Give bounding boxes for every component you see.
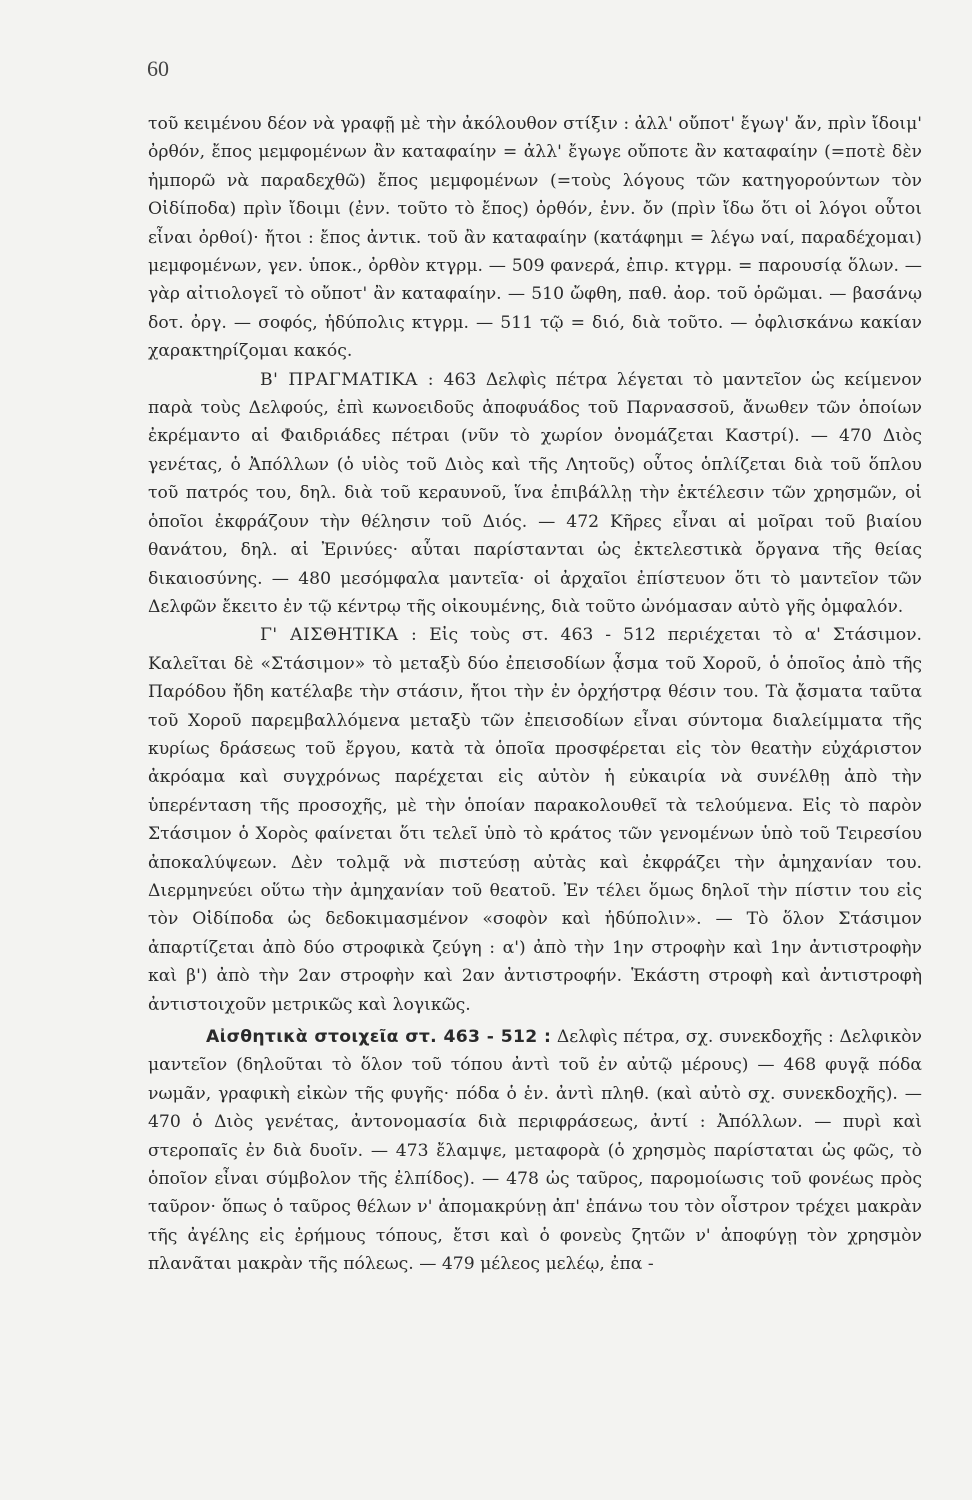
text-block: [148, 110, 922, 1279]
paragraph-pragmatika: [148, 366, 922, 622]
paragraph-aisthetika-text: Εἰς τοὺς στ. 463 - 512 περιέχεται τὸ α' Στάσιμον. Καλεῖται δὲ «Στάσιμον» τὸ μεταξὺ δύο ἐπεισοδίων ᾆσμα τοῦ Χοροῦ, ὁ ὁποῖος ἀπὸ τῆς Παρόδου ἤδη κατέλαβε τὴν στάσιν, ἤτοι τὴν ἐν ὀρχήστρᾳ θέσιν του. Τὰ ᾄσματα ταῦτα τοῦ Χοροῦ παρεμβαλλόμενα μεταξὺ τῶν ἐπεισοδίων εἶναι σύντομα διαλείμματα τῆς κυρίως δράσεως τοῦ ἔργου, κατὰ τὰ ὁποῖα προσφέρεται εἰς τὸν θεατὴν εὐχάριστον ἀκρόαμα καὶ συγχρόνως παρέχεται εἰς αὐτὸν ἡ εὐκαιρία νὰ συνέλθῃ ἀπὸ τὴν ὑπερένταση τῆς προσοχῆς, μὲ τὴν ὁποίαν παρακολουθεῖ τὰ τελούμενα. Εἰς τὸ παρὸν Στάσιμον ὁ Χορὸς φαίνεται ὅτι τελεῖ ὑπὸ τὸ κράτος τῶν γενομένων ὑπὸ τοῦ Τειρεσίου ἀποκαλύψεων. Δὲν τολμᾷ νὰ πιστεύσῃ αὐτὰς καὶ ἐκφράζει τὴν ἀμηχανίαν του. Διερμηνεύει οὕτω τὴν ἀμηχανίαν τοῦ θεατοῦ. Ἐν τέλει ὅμως δηλοῖ τὴν πίστιν του εἰς τὸν Οἰδίποδα ὡς δεδοκιμασμένον «σοφὸν καὶ ἡδύπολιν». — Τὸ ὅλον Στάσιμον ἀπαρτίζεται ἀπὸ δύο στροφικὰ ζεύγη : α') ἀπὸ τὴν 1ην στροφὴν καὶ 1ην ἀντιστροφὴν καὶ β') ἀπὸ τὴν 2αν στροφὴν καὶ 2αν ἀντιστροφήν. Ἑκάστη στροφὴ καὶ ἀντιστροφὴ ἀντιστοιχοῦν μετρικῶς καὶ λογικῶς.: [148, 625, 922, 1015]
paragraph-commentary: τοῦ κειμένου δέον νὰ γραφῇ μὲ τὴν ἀκόλουθον στίξιν : ἀλλ' οὔποτ' ἔγωγ' ἄν, πρὶν ἴδοιμ' ὀρθόν, ἔπος μεμφομένων ἂν καταφαίην = ἀλλ' ἔγωγε οὔποτε ἂν καταφαίην (=ποτὲ δὲν ἠμπορῶ νὰ παραδεχθῶ) ἔπος μεμφομένων (=τοὺς λόγους τῶν κατηγορούντων τὸν Οἰδίποδα) πρὶν ἴδοιμι (ἐνν. τοῦτο τὸ ἔπος) ὀρθόν, ἐνν. ὄν (πρὶν ἴδω ὅτι οἱ λόγοι οὗτοι εἶναι ὀρθοί)· ἤτοι : ἔπος ἀντικ. τοῦ ἂν καταφαίην (κατάφημι = λέγω ναί, παραδέχομαι) μεμφομένων, γεν. ὑποκ., ὀρθὸν κτγρμ. — 509 φανερά, ἐπιρ. κτγρμ. = παρουσίᾳ ὅλων. — γὰρ αἰτιολογεῖ τὸ οὔποτ' ἂν καταφαίην. — 510 ὤφθη, παθ. ἀορ. τοῦ ὁρῶμαι. — βασάνῳ δοτ. ὀργ. — σοφός, ἡδύπολις κτγρμ. — 511 τῷ = διό, διὰ τοῦτο. — ὀφλισκάνω κακίαν χαρακτηρίζομαι κακός.: [148, 114, 922, 362]
paragraph-aisthetika: [148, 621, 922, 1019]
section-heading-aisthetika: Γ' ΑΙΣΘΗΤΙΚΑ :: [260, 625, 418, 646]
page-number: 60: [147, 56, 169, 81]
section-heading-pragmatika: Β' ΠΡΑΓΜΑΤΙΚΑ :: [260, 369, 435, 390]
paragraph-aesthetic-elements: [148, 1023, 922, 1279]
section-heading-aesthetic-elements: Αἰσθητικὰ στοιχεῖα στ. 463 - 512 :: [206, 1027, 552, 1047]
paragraph-aesthetic-elements-text: Δελφὶς πέτρα, σχ. συνεκδοχῆς : Δελφικὸν μαντεῖον (δηλοῦται τὸ ὅλον τοῦ τόπου ἀντὶ τοῦ ἐν αὐτῷ μέρους) — 468 φυγᾷ πόδα νωμᾶν, γραφικὴ εἰκὼν τῆς φυγῆς· πόδα ὁ ἑν. ἀντὶ πληθ. (καὶ αὐτὸ σχ. συνεκδοχῆς). — 470 ὁ Διὸς γενέτας, ἀντονομασία διὰ περιφράσεως, ἀντί : Ἀπόλλων. — πυρὶ καὶ στεροπαῖς ἐν διὰ δυοῖν. — 473 ἔλαμψε, μεταφορὰ (ὁ χρησμὸς παρίσταται ὡς φῶς, τὸ ὁποῖον εἶναι σύμβολον τῆς ἐλπίδος). — 478 ὡς ταῦρος, παρομοίωσις τοῦ φονέως πρὸς ταῦρον· ὅπως ὁ ταῦρος θέλων ν' ἀπομακρύνῃ ἀπ' ἐπάνω του τὸν οἶστρον τρέχει μακρὰν τῆς ἀγέλης εἰς ἐρήμους τόπους, ἔτσι καὶ ὁ φονεὺς ζητῶν ν' ἀποφύγῃ τὸν χρησμὸν πλανᾶται μακρὰν τῆς πόλεως. — 479 μέλεος μελέῳ, ἐπα -: [148, 1027, 922, 1275]
paragraph-pragmatika-text: 463 Δελφὶς πέτρα λέγεται τὸ μαντεῖον ὡς κείμενον παρὰ τοὺς Δελφούς, ἐπὶ κωνοειδοῦς ἀποφυάδος τοῦ Παρνασσοῦ, ἄνωθεν τῶν ὁποίων ἐκρέμαντο αἱ Φαιδριάδες πέτραι (νῦν τὸ χωρίον ὀνομάζεται Καστρί). — 470 Διὸς γενέτας, ὁ Ἀπόλλων (ὁ υἱὸς τοῦ Διὸς καὶ τῆς Λητοῦς) οὗτος ὁπλίζεται διὰ τοῦ ὅπλου τοῦ πατρός του, δηλ. διὰ τοῦ κεραυνοῦ, ἵνα ἐπιβάλλῃ τὴν ἐκτέλεσιν τῶν χρησμῶν, οἱ ὁποῖοι ἐκφράζουν τὴν θέλησιν τοῦ Διός. — 472 Κῆρες εἶναι αἱ μοῖραι τοῦ βιαίου θανάτου, δηλ. αἱ Ἐρινύες· αὗται παρίστανται ὡς ἐκτελεστικὰ ὄργανα τῆς θείας δικαιοσύνης. — 480 μεσόμφαλα μαντεῖα· οἱ ἀρχαῖοι ἐπίστευον ὅτι τὸ μαντεῖον τῶν Δελφῶν ἔκειτο ἐν τῷ κέντρῳ τῆς οἰκουμένης, διὰ τοῦτο ὠνόμασαν αὐτὸ γῆς ὀμφαλόν.: [148, 369, 922, 617]
